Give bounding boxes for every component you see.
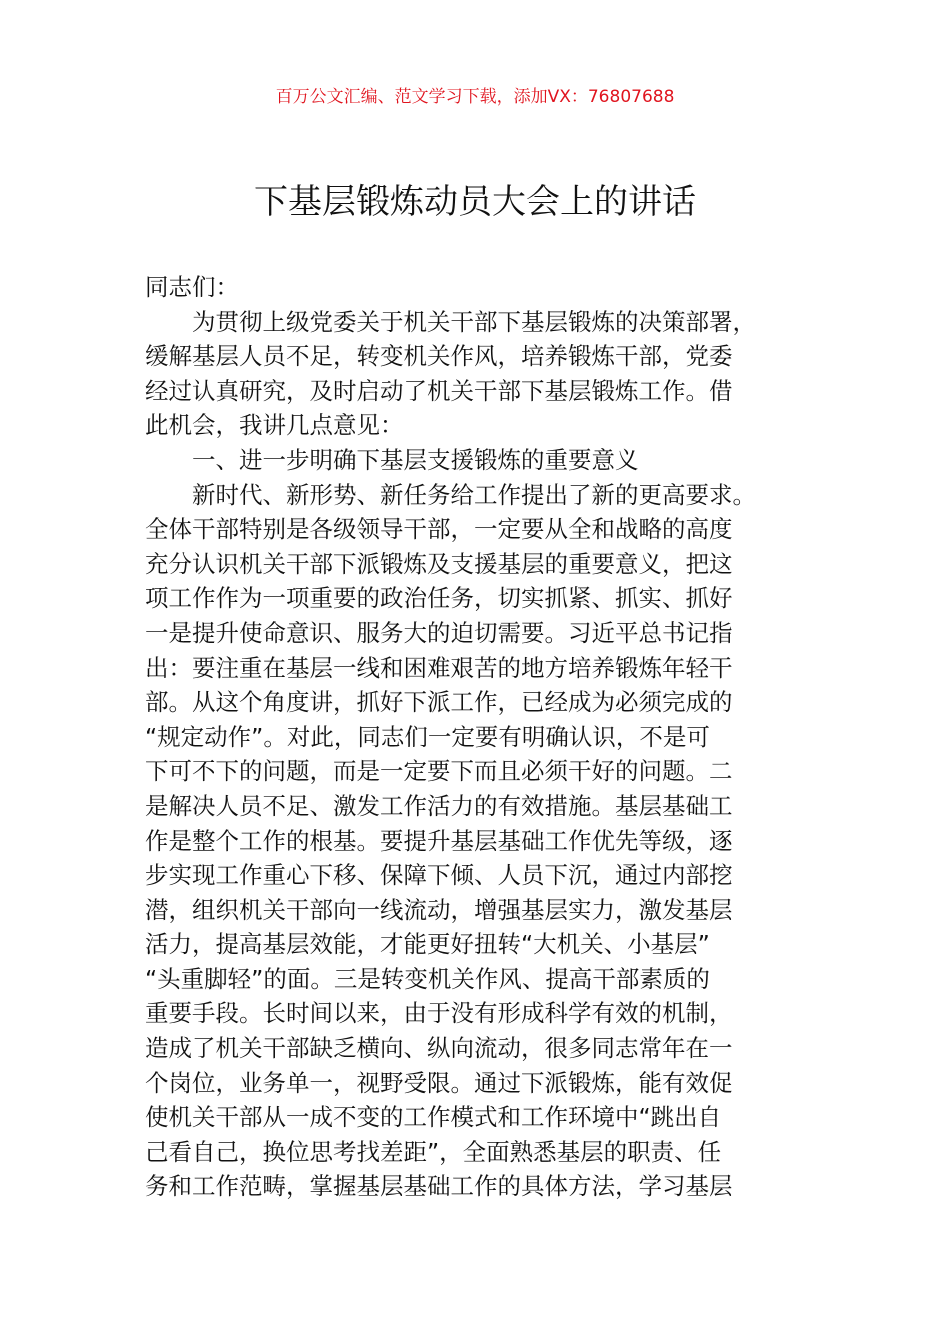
body-line: “头重脚轻”的面。三是转变机关作风、提高干部素质的 — [145, 964, 710, 993]
body-line: 下可不下的问题，而是一定要下而且必须干好的问题。二 — [145, 757, 733, 786]
body-line: 新时代、新形势、新任务给工作提出了新的更高要求。 — [145, 480, 756, 509]
body-line: 活力，提高基层效能，才能更好扭转“大机关、小基层” — [145, 930, 710, 959]
body-line: 是解决人员不足、激发工作活力的有效措施。基层基础工 — [145, 791, 733, 820]
body-line: 全体干部特别是各级领导干部，一定要从全和战略的高度 — [145, 515, 733, 544]
body-line: 步实现工作重心下移、保障下倾、人员下沉，通过内部挖 — [145, 861, 733, 890]
body-line: 缓解基层人员不足，转变机关作风，培养锻炼干部，党委 — [145, 342, 733, 371]
salutation-line: 同志们： — [145, 273, 239, 301]
body-line: 潜，组织机关干部向一线流动，增强基层实力，激发基层 — [145, 895, 733, 924]
header-watermark-note: 百万公文汇编、范文学习下载，添加VX：76807688 — [275, 87, 675, 107]
body-line: 作是整个工作的根基。要提升基层基础工作优先等级，逐 — [145, 826, 733, 855]
body-line: 造成了机关干部缺乏横向、纵向流动，很多同志常年在一 — [145, 1034, 733, 1063]
body-line: “规定动作”。对此，同志们一定要有明确认识，不是可 — [145, 722, 710, 751]
body-line: 此机会，我讲几点意见： — [145, 411, 404, 440]
section-heading-line: 一、进一步明确下基层支援锻炼的重要意义 — [145, 445, 639, 474]
body-line: 部。从这个角度讲，抓好下派工作，已经成为必须完成的 — [145, 688, 733, 717]
body-line: 经过认真研究，及时启动了机关干部下基层锻炼工作。借 — [145, 376, 733, 405]
body-line: 使机关干部从一成不变的工作模式和工作环境中“跳出自 — [145, 1103, 722, 1132]
body-line: 出：要注重在基层一线和困难艰苦的地方培养锻炼年轻干 — [145, 653, 733, 682]
body-line: 务和工作范畴，掌握基层基础工作的具体方法，学习基层 — [145, 1172, 733, 1201]
body-line: 个岗位，业务单一，视野受限。通过下派锻炼，能有效促 — [145, 1068, 733, 1097]
document-title: 下基层锻炼动员大会上的讲话 — [254, 182, 696, 222]
body-line: 一是提升使命意识、服务大的迫切需要。习近平总书记指 — [145, 618, 733, 647]
body-line: 项工作作为一项重要的政治任务，切实抓紧、抓实、抓好 — [145, 584, 733, 613]
body-line: 为贯彻上级党委关于机关干部下基层锻炼的决策部署， — [145, 307, 756, 336]
body-line: 己看自己，换位思考找差距”，全面熟悉基层的职责、任 — [145, 1137, 722, 1166]
document-body — [145, 270, 835, 1204]
body-line: 重要手段。长时间以来，由于没有形成科学有效的机制， — [145, 999, 733, 1028]
body-line: 充分认识机关干部下派锻炼及支援基层的重要意义，把这 — [145, 549, 733, 578]
